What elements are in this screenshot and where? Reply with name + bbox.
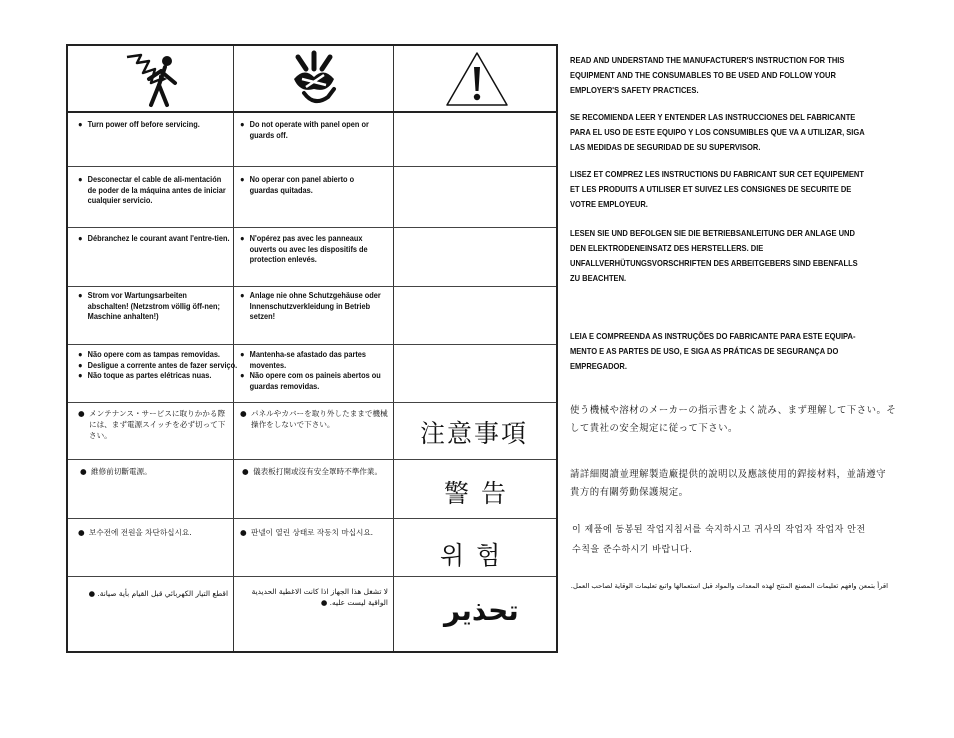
paragraph-ar: اقرأ بتمعن وافهم تعليمات المصنع المنتج لهذه المعدات والمواد قبل استعمالها واتبع تعليمات الوقاية لصاحب العمل. bbox=[570, 582, 888, 590]
warning-text-panel-open-de: ● Anlage nie ohne Schutzgehäuse oder Innenschutzverkleidung in Betrieb setzen! bbox=[240, 290, 381, 322]
warning-text-panel-open-es: ● No operar con panel abierto o guardas quitadas. bbox=[240, 174, 355, 195]
warning-text-panel-open-ko: ● 판넬이 열린 상태로 작동치 마십시요. bbox=[240, 528, 374, 537]
warning-text-panel-open-zh: ● 儀表板打開或沒有安全罩時不準作業。 bbox=[242, 467, 383, 476]
paragraph-es: SE RECOMIENDA LEER Y ENTENDER LAS INSTRUCCIONES DEL FABRICANTE PARA EL USO DE ESTE EQUIPO Y LOS CONSUMIBLES QUE VA A UTILIZAR, SIGA LAS MEDIDAS DE SEGURIDAD DE SU SUPERVISOR. bbox=[570, 112, 865, 152]
paragraph-ko: 이 제품에 동봉된 작업지침서를 숙지하시고 귀사의 작업자 작업자 안전수칙을 준수하시기 바랍니다. bbox=[572, 525, 866, 555]
warning-text-panel-open-ja: ● パネルやカバーを取り外したままで機械操作をしないで下さい。 bbox=[240, 409, 388, 429]
label-warning-ar: تحذير bbox=[444, 594, 519, 627]
row-divider bbox=[68, 227, 556, 228]
warning-text-panel-open-fr: ● N'opérez pas avec les panneaux ouverts ou avec les dispositifs de protection enlevés. bbox=[240, 233, 368, 265]
row-divider bbox=[68, 344, 556, 345]
label-caution-ja: 注意事項 bbox=[420, 419, 529, 448]
paragraph-en: READ AND UNDERSTAND THE MANUFACTURER'S INSTRUCTION FOR THIS EQUIPMENT AND THE CONSUMABLES TO BE USED AND FOLLOW YOUR EMPLOYER'S SAFETY PRACTICES. bbox=[570, 55, 845, 95]
warning-text-pt-col1: ● Não opere com as tampas removidas. ● Desligue a corrente antes de fazer serviço. ● Não toque as partes elétricas nuas. bbox=[78, 349, 238, 381]
row-divider bbox=[68, 402, 556, 403]
label-danger-ko: 위 험 bbox=[440, 541, 503, 570]
paragraph-pt: LEIA E COMPREENDA AS INSTRUÇÕES DO FABRICANTE PARA ESTE EQUIPA-MENTO E AS PARTES DE USO, E SIGA AS PRÁTICAS DE SEGURANÇA DO EMPREGADOR. bbox=[570, 331, 856, 371]
warning-text-power-off-zh: ● 維修前切斷電源。 bbox=[80, 467, 152, 476]
row-divider bbox=[68, 576, 556, 577]
safety-warning-table bbox=[66, 44, 558, 653]
warning-text-power-off-ar: اقطع التيار الكهربائي قبل القيام بأية صيانة. ● bbox=[88, 589, 228, 598]
warning-text-power-off-es: ● Desconectar el cable de ali-mentación de poder de la máquina antes de iniciar cualquier servicio. bbox=[78, 174, 226, 206]
paragraph-de: LESEN SIE UND BEFOLGEN SIE DIE BETRIEBSANLEITUNG DER ANLAGE UND DEN ELEKTRODENEINSATZ DES HERSTELLERS. DIE UNFALLVERHÜTUNGSVORSCHRIFTEN DES ARBEITGEBERS SIND EBENFALLS ZU BEACHTEN. bbox=[570, 228, 858, 283]
electric-shock-icon bbox=[68, 46, 233, 111]
label-warning-zh: 警 告 bbox=[444, 479, 508, 508]
warning-text-power-off-fr: ● Débranchez le courant avant l'entre-tien. bbox=[78, 233, 230, 243]
warning-text-power-off-ja: ● メンテナンス・サービスに取りかかる際には、まず電源スイッチを必ず切って下さい。 bbox=[78, 409, 226, 440]
warning-triangle-icon bbox=[395, 46, 558, 111]
warning-text-power-off-ko: ● 보수전에 전원을 차단하십시요. bbox=[78, 528, 192, 537]
row-divider bbox=[68, 111, 556, 113]
warning-text-panel-open-en: ● Do not operate with panel open or guards off. bbox=[240, 119, 369, 140]
warning-text-power-off-en: ● Turn power off before servicing. bbox=[78, 119, 200, 129]
warning-text-pt-col2: ● Mantenha-se afastado das partes moventes. ● Não opere com os paineis abertos ou guardas removidas. bbox=[240, 349, 381, 391]
paragraph-ja: 使う機械や溶材のメーカーの指示書をよく読み、まず理解して下さい。そして貴社の安全規定に従って下さい。 bbox=[570, 405, 897, 434]
paragraph-zh: 請詳細閱讀並理解製造廠提供的說明以及應該使用的銲接材料，並請遵守貴方的有關勞動保護規定。 bbox=[570, 469, 887, 498]
column-divider bbox=[393, 46, 394, 651]
row-divider bbox=[68, 459, 556, 460]
moving-parts-hand-icon bbox=[234, 46, 393, 111]
paragraph-fr: LISEZ ET COMPREZ LES INSTRUCTIONS DU FABRICANT SUR CET EQUIPEMENT ET LES PRODUITS A UTILISER ET SUIVEZ LES CONSIGNES DE SECURITE DE VOTRE EMPLOYEUR. bbox=[570, 169, 864, 209]
row-divider bbox=[68, 286, 556, 287]
row-divider bbox=[68, 518, 556, 519]
warning-text-panel-open-ar: لا تشغل هذا الجهاز اذا كانت الاغطية الحديدية الواقية ليست عليه. ● bbox=[251, 587, 388, 607]
warning-text-power-off-de: ● Strom vor Wartungsarbeiten abschalten! (Netzstrom völlig öff-nen; Maschine anhalten!) bbox=[78, 290, 220, 322]
row-divider bbox=[68, 166, 556, 167]
